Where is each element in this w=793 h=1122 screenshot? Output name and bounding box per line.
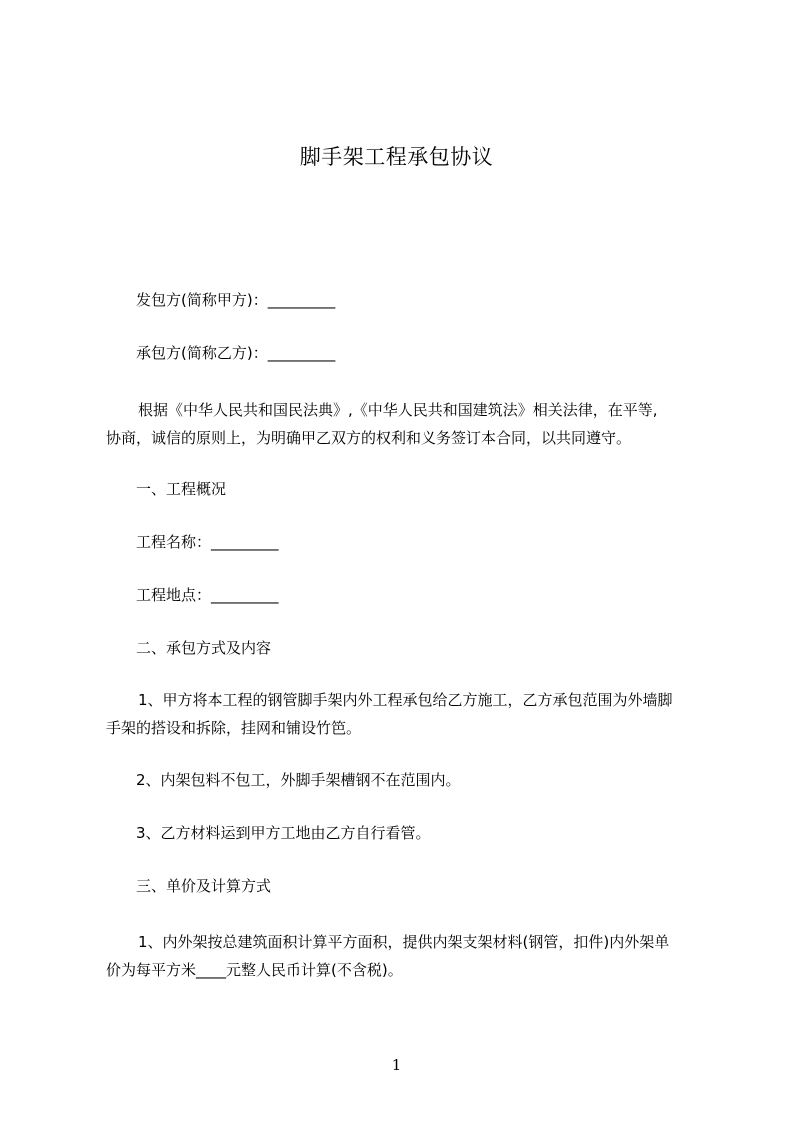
project-name-line: 工程名称：_________ bbox=[136, 533, 279, 551]
page-number: 1 bbox=[391, 1056, 402, 1074]
party-a-line: 发包方(简称甲方)：_________ bbox=[136, 291, 336, 309]
section3-item1-line-1: 1、内外架按总建筑面积计算平方面积，提供内架支架材料(钢管，扣件)内外架单 bbox=[138, 933, 670, 951]
section3-item1-line-2: 价为每平方米____元整人民币计算(不含税)。 bbox=[106, 961, 403, 979]
preamble-line-2: 协商，诚信的原则上，为明确甲乙双方的权利和义务签订本合同，以共同遵守。 bbox=[106, 429, 632, 447]
section2-item3: 3、乙方材料运到甲方工地由乙方自行看管。 bbox=[136, 824, 431, 842]
project-location-line: 工程地点：_________ bbox=[136, 586, 279, 604]
section3-heading: 三、单价及计算方式 bbox=[136, 877, 272, 895]
document-title: 脚手架工程承包协议 bbox=[299, 145, 494, 169]
section2-heading: 二、承包方式及内容 bbox=[136, 639, 272, 657]
section1-heading: 一、工程概况 bbox=[136, 480, 227, 498]
preamble-line-1: 根据《中华人民共和国民法典》,《中华人民共和国建筑法》相关法律，在平等, bbox=[138, 401, 658, 419]
party-b-line: 承包方(简称乙方)：_________ bbox=[136, 344, 336, 362]
section2-item1-line-1: 1、甲方将本工程的钢管脚手架内外工程承包给乙方施工，乙方承包范围为外墙脚 bbox=[138, 691, 673, 709]
section2-item2: 2、内架包料不包工，外脚手架槽钢不在范围内。 bbox=[136, 771, 461, 789]
section2-item1-line-2: 手架的搭设和拆除，挂网和铺设竹笆。 bbox=[106, 719, 362, 737]
